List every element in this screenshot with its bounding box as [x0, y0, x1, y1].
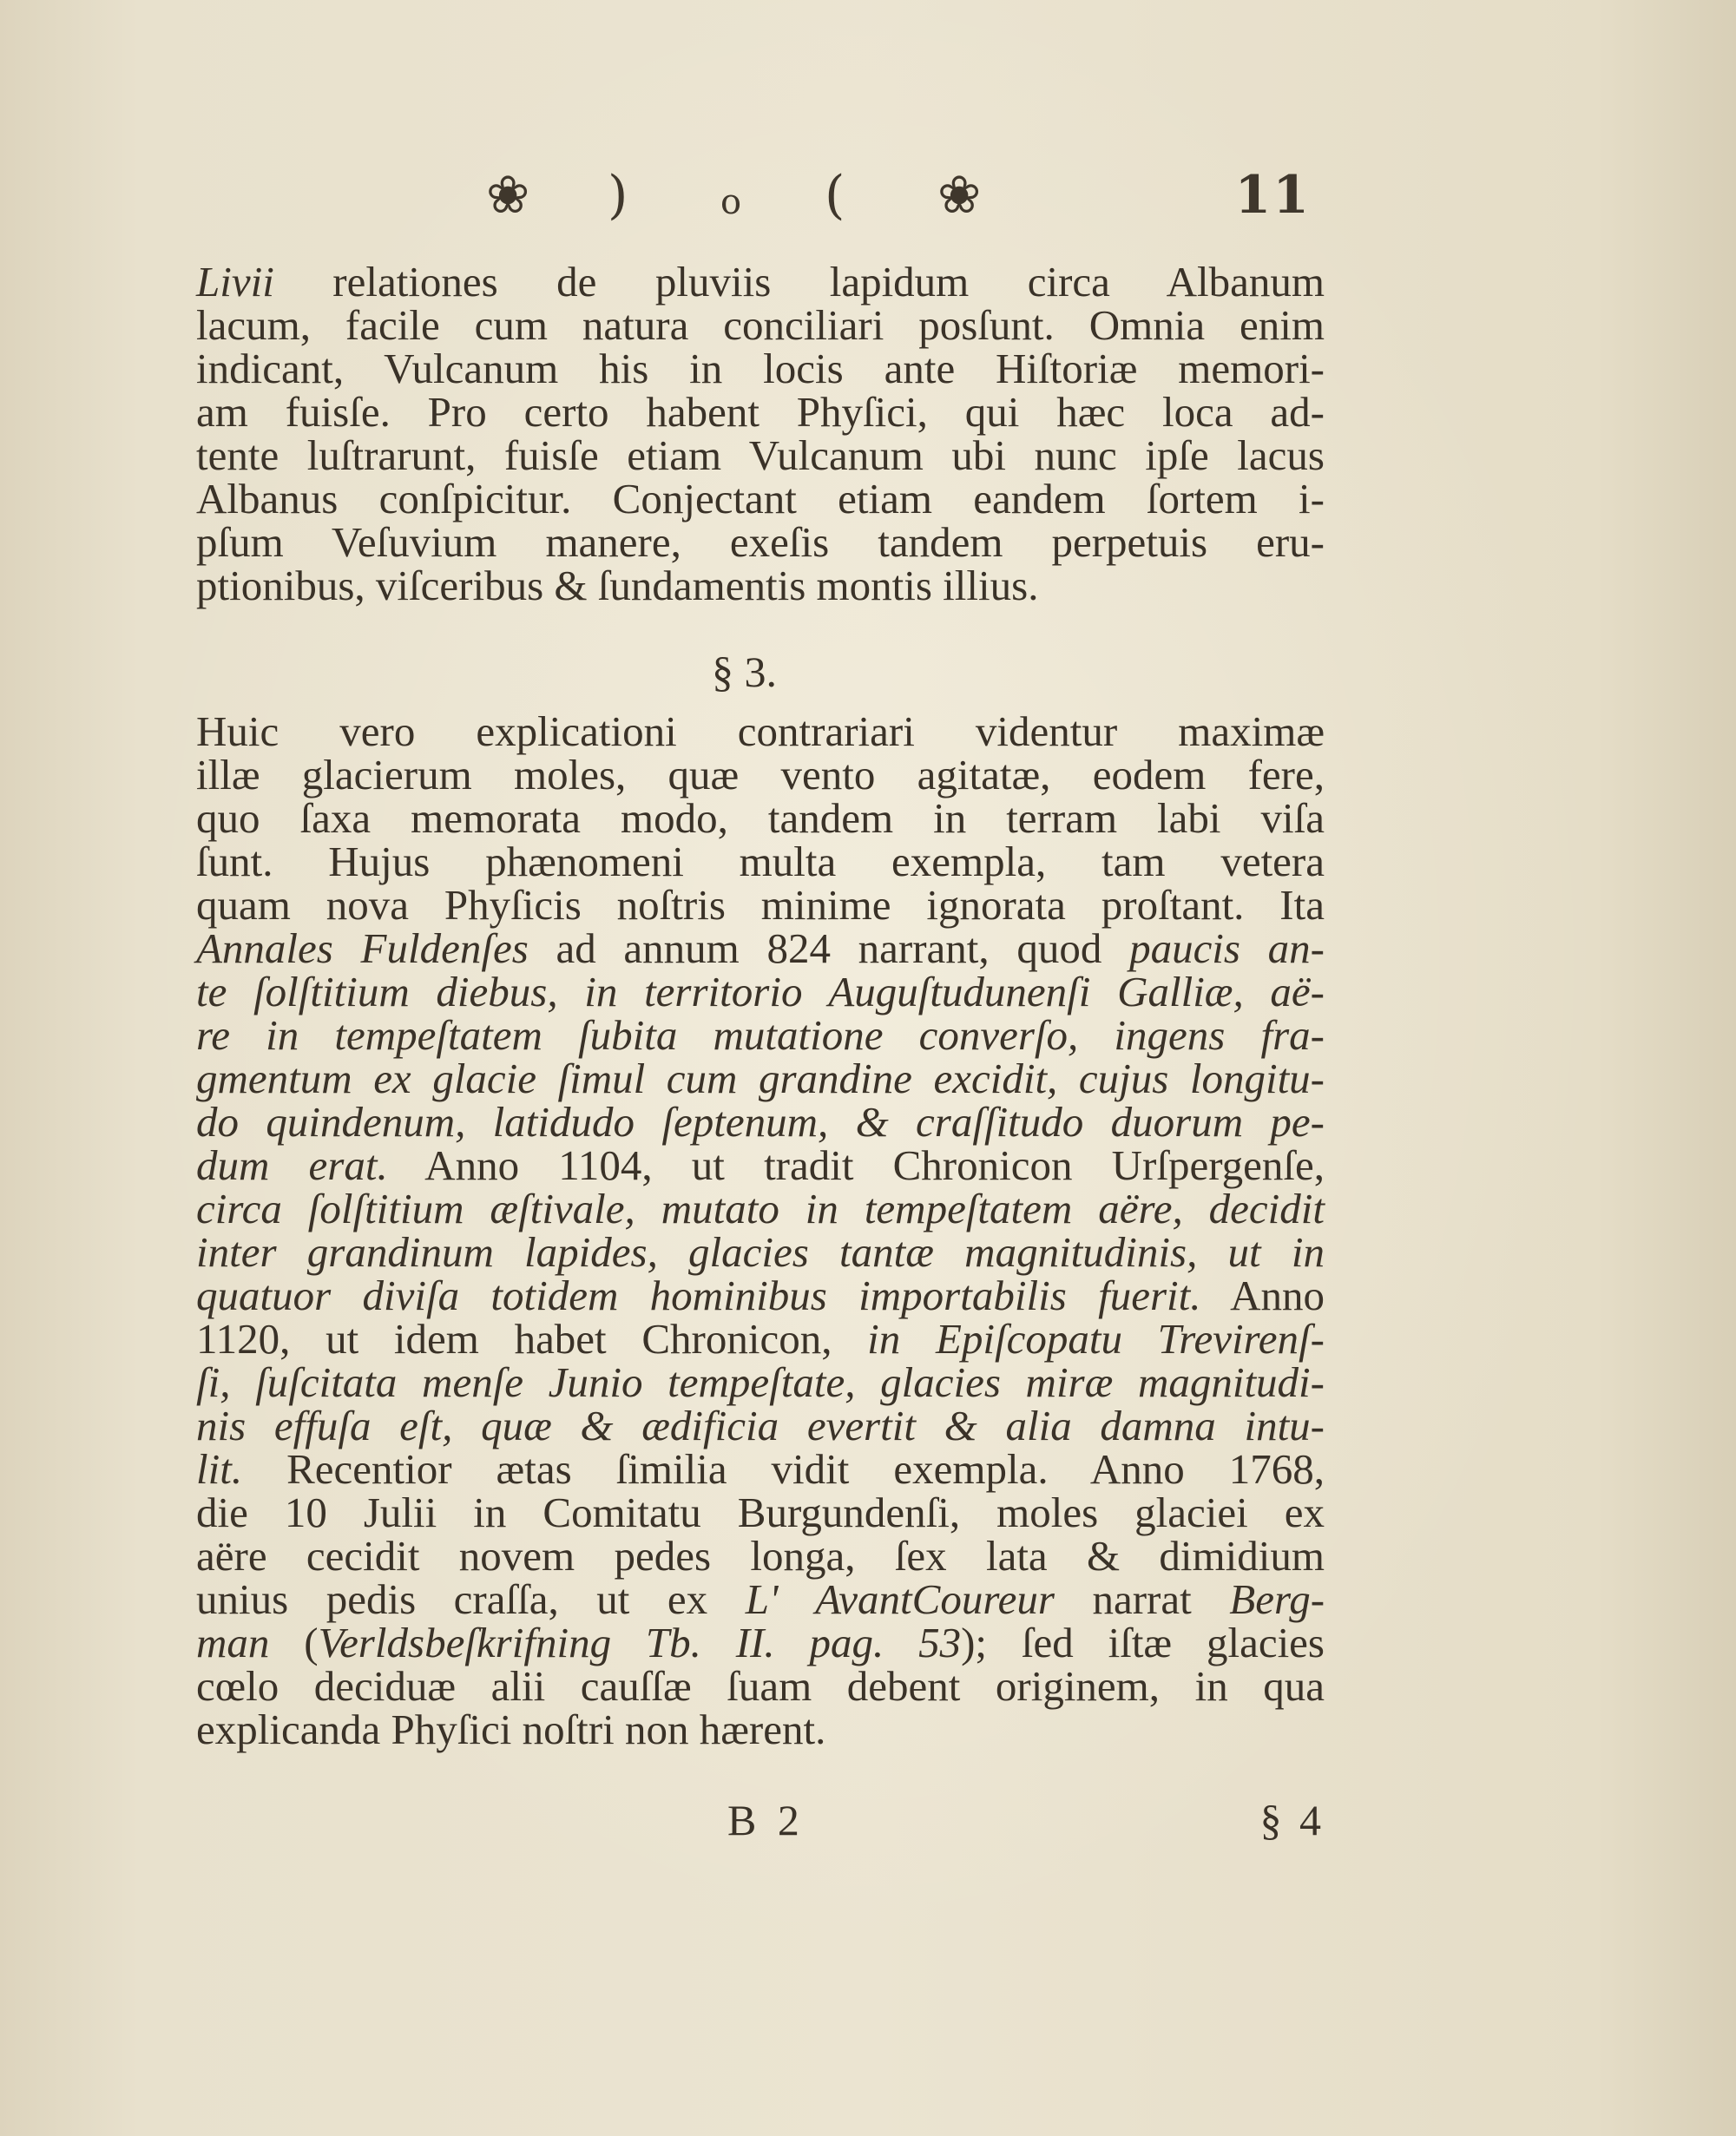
- text-run: narrat: [1054, 1575, 1230, 1623]
- text-run: quo ſaxa memorata modo, tandem in terram labi viſa: [196, 794, 1325, 842]
- signature-mark: B 2: [727, 1796, 805, 1844]
- italic-run: man: [196, 1619, 270, 1666]
- text-run: aëre cecidit novem pedes longa, ſex lata & dimidium: [196, 1532, 1325, 1580]
- text-line: [196, 1662, 1325, 1710]
- text-line: [196, 301, 1325, 349]
- text-line: [196, 840, 1325, 884]
- text-line: [196, 431, 1325, 479]
- text-line: [196, 1228, 1325, 1276]
- header-circle: o: [720, 182, 742, 222]
- text-run: ); ſed iſtæ glacies: [961, 1619, 1325, 1666]
- text-line: [196, 477, 1325, 521]
- text-line: [196, 1011, 1325, 1059]
- text-line: [196, 1187, 1325, 1231]
- italic-run: in Epiſcopatu Trevirenſ-: [867, 1315, 1325, 1363]
- italic-run: inter grandinum lapides, glacies tantæ magnitudinis, ut in: [196, 1228, 1325, 1276]
- italic-run: Berg-: [1229, 1575, 1325, 1623]
- italic-run: do quindenum, latidudo ſeptenum, & craſſitudo duorum pe-: [196, 1098, 1325, 1146]
- ornament-left-icon: ❀: [486, 165, 530, 226]
- text-line: [196, 1358, 1325, 1406]
- text-line: [196, 1315, 1325, 1363]
- italic-run: Livii: [196, 258, 274, 306]
- text-line: [196, 260, 1325, 304]
- text-run: indicant, Vulcanum his in locis ante Hiſtoriæ memori-: [196, 345, 1325, 392]
- italic-run: re in tempeſtatem ſubita mutatione converſo, ingens fra-: [196, 1011, 1325, 1059]
- italic-run: L' AvantCoureur: [745, 1575, 1055, 1623]
- text-line: [196, 1445, 1325, 1493]
- text-run: Recentior ætas ſimilia vidit exempla. Anno 1768,: [242, 1445, 1325, 1493]
- text-line: [196, 753, 1325, 797]
- text-line: [196, 388, 1325, 436]
- text-line: [196, 1708, 1325, 1752]
- text-line: [196, 1491, 1325, 1535]
- text-run: explicanda Phyſici noſtri non hærent.: [196, 1706, 826, 1753]
- paren-close: ): [608, 165, 628, 226]
- text-line: [196, 1098, 1325, 1146]
- italic-run: te ſolſtitium diebus, in territorio Auguſtudunenſi Galliæ, aë-: [196, 968, 1325, 1015]
- text-run: ptionibus, viſceribus & ſundamentis montis illius.: [196, 562, 1039, 609]
- text-line: [196, 518, 1325, 566]
- text-line: [196, 1141, 1325, 1189]
- text-line: [196, 1621, 1325, 1665]
- text-run: (: [269, 1619, 319, 1666]
- text-line: [196, 347, 1325, 391]
- text-line: [196, 881, 1325, 929]
- text-line: [196, 707, 1325, 755]
- text-run: unius pedis craſſa, ut ex: [196, 1575, 746, 1623]
- italic-run: nis effuſa eſt, quæ & ædificia evertit & alia damna intu-: [196, 1402, 1325, 1449]
- text-line: [196, 924, 1325, 972]
- text-run: cœlo deciduæ alii cauſſæ ſuam debent originem, in qua: [196, 1662, 1325, 1710]
- text-run: illæ glacierum moles, quæ vento agitatæ, eodem fere,: [196, 751, 1325, 799]
- catchword: § 4: [1259, 1796, 1325, 1844]
- paren-open: (: [825, 165, 845, 226]
- italic-run: paucis an-: [1129, 924, 1325, 972]
- text-run: pſum Veſuvium manere, exeſis tandem perpetuis eru-: [196, 518, 1325, 566]
- text-line: [196, 564, 1325, 608]
- text-run: lacum, facile cum natura conciliari posſunt. Omnia enim: [196, 301, 1325, 349]
- ornament-right-icon: ❀: [937, 165, 982, 226]
- italic-run: lit.: [196, 1445, 243, 1493]
- text-line: [196, 970, 1325, 1014]
- text-run: ſunt. Hujus phænomeni multa exempla, tam vetera: [196, 838, 1325, 885]
- text-run: Huic vero explicationi contrariari videntur maximæ: [196, 707, 1325, 755]
- text-run: quam nova Phyſicis noſtris minime ignorata proſtant. Ita: [196, 881, 1325, 929]
- page-footer: [196, 1795, 1325, 1847]
- text-line: [196, 1575, 1325, 1623]
- italic-run: Verldsbeſkrifning Tb. II. pag. 53: [318, 1619, 962, 1666]
- section-heading: § 3.: [712, 647, 777, 696]
- italic-run: ſi, ſuſcitata menſe Junio tempeſtate, glacies miræ magnitudi-: [196, 1358, 1325, 1406]
- text-run: relationes de pluviis lapidum circa Albanum: [273, 258, 1325, 306]
- paragraph-2: [196, 707, 1325, 1753]
- paragraph-1: [196, 260, 1325, 608]
- text-run: Anno 1104, ut tradit Chronicon Urſpergenſe,: [387, 1141, 1325, 1189]
- text-run: Anno: [1200, 1272, 1325, 1319]
- text-line: [196, 1274, 1325, 1318]
- italic-run: Annales Fuldenſes: [196, 924, 529, 972]
- text-run: ad annum 824 narrant, quod: [528, 924, 1130, 972]
- italic-run: quatuor diviſa totidem hominibus importabilis fuerit.: [196, 1272, 1201, 1319]
- text-line: [196, 1057, 1325, 1101]
- text-line: [196, 794, 1325, 842]
- text-run: Albanus conſpicitur. Conjectant etiam eandem ſortem i-: [196, 475, 1325, 522]
- italic-run: gmentum ex glacie ſimul cum grandine excidit, cujus longitu-: [196, 1055, 1325, 1102]
- text-run: die 10 Julii in Comitatu Burgundenſi, moles glaciei ex: [196, 1489, 1325, 1536]
- text-run: am fuisſe. Pro certo habent Phyſici, qui hæc loca ad-: [196, 388, 1325, 436]
- text-line: [196, 1404, 1325, 1448]
- text-run: tente luſtrarunt, fuisſe etiam Vulcanum ubi nunc ipſe lacus: [196, 431, 1325, 479]
- running-header: [486, 165, 1311, 226]
- italic-run: circa ſolſtitium æſtivale, mutato in tempeſtatem aëre, decidit: [196, 1185, 1325, 1232]
- page-number: 11: [1234, 165, 1311, 226]
- italic-run: dum erat.: [196, 1141, 388, 1189]
- text-line: [196, 1532, 1325, 1580]
- text-run: 1120, ut idem habet Chronicon,: [196, 1315, 868, 1363]
